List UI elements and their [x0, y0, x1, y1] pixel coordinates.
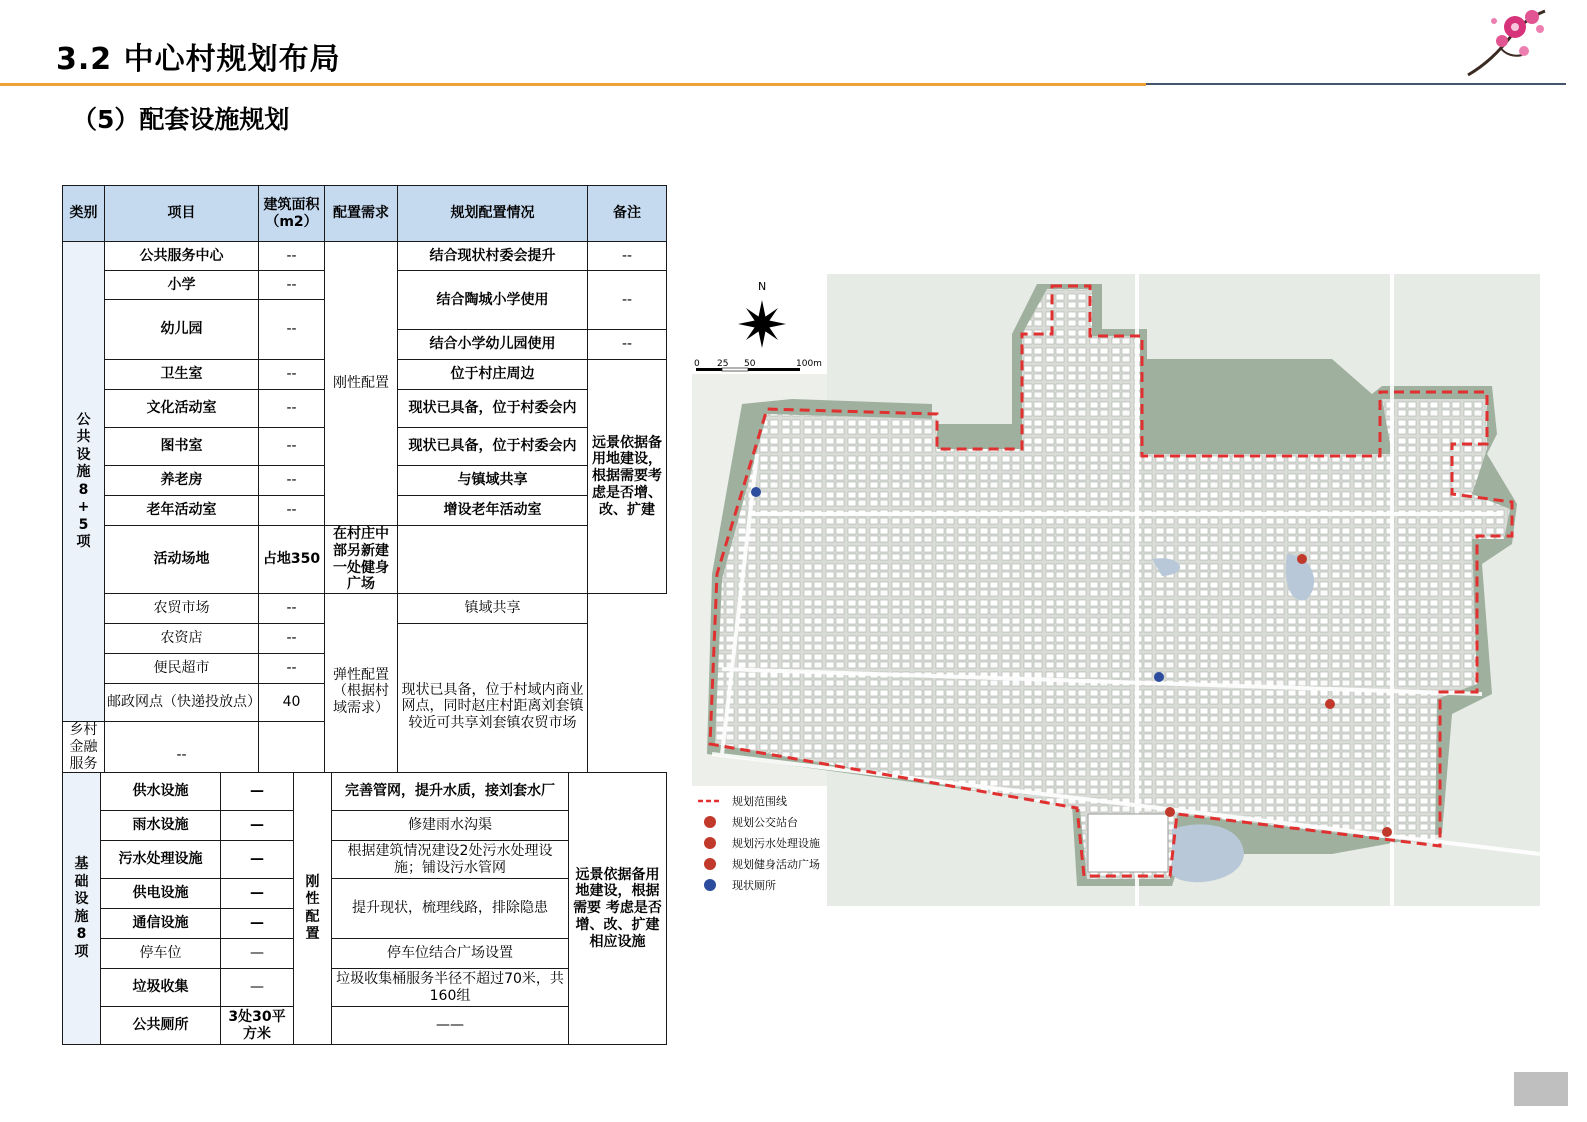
- area-cell: —: [221, 773, 294, 811]
- item-cell: 养老房: [105, 466, 259, 496]
- plan-cell: 位于村庄周边: [398, 360, 588, 390]
- item-cell: 老年活动室: [105, 496, 259, 526]
- item-cell: 农资店: [105, 624, 259, 654]
- item-cell: 供电设施: [101, 879, 221, 909]
- fitness-square-icon: [704, 858, 716, 870]
- rigid-demand-cell: 刚性配置: [325, 242, 398, 526]
- sewage-facility-marker: [1325, 699, 1335, 709]
- area-cell: --: [259, 466, 325, 496]
- header-divider-gray: [1146, 83, 1566, 85]
- header-divider-orange: [0, 83, 1146, 86]
- category-cell: [63, 773, 101, 1045]
- public-facilities-table: [62, 185, 667, 790]
- table-row: [63, 773, 667, 811]
- shared-plan-cell: 提升现状，梳理线路，排除隐患: [332, 879, 569, 939]
- plan-cell: 结合小学幼儿园使用: [398, 330, 588, 360]
- future-remark-cell: 远景依据备用地建设，根据需要考虑是否增、改、扩建: [588, 360, 667, 594]
- item-cell: 污水处理设施: [101, 841, 221, 879]
- item-cell: 供水设施: [101, 773, 221, 811]
- item-cell: 农贸市场: [105, 594, 259, 624]
- sewage-facility-icon: [704, 837, 716, 849]
- area-cell: —: [221, 939, 294, 969]
- legend-label: 规划健身活动广场: [732, 858, 820, 871]
- area-cell: --: [259, 390, 325, 428]
- remark-cell: --: [588, 330, 667, 360]
- plan-cell: 结合陶城小学使用: [398, 271, 588, 330]
- area-cell: —: [221, 811, 294, 841]
- page-title: 3.2 中心村规划布局: [56, 42, 341, 77]
- item-cell: 便民超市: [105, 654, 259, 684]
- category-label: 公共设施8+5项: [76, 411, 91, 551]
- flexible-demand-cell: 弹性配置（根据村域需求）: [325, 594, 398, 790]
- item-cell: 停车位: [101, 939, 221, 969]
- area-cell: —: [221, 879, 294, 909]
- item-cell: 垃圾收集: [101, 969, 221, 1007]
- area-cell: --: [259, 271, 325, 300]
- item-cell: 邮政网点（快递投放点）: [105, 684, 259, 722]
- fitness-square-marker: [1297, 554, 1307, 564]
- plan-cell: 结合现状村委会提升: [398, 242, 588, 271]
- factory-block: [1088, 814, 1168, 872]
- table-row: [63, 242, 667, 271]
- area-cell: 40: [259, 684, 325, 722]
- header-category: 类别: [63, 186, 105, 242]
- plan-cell: 镇域共享: [398, 594, 588, 624]
- toilet-icon: [704, 879, 716, 891]
- plan-cell: 增设老年活动室: [398, 496, 588, 526]
- scale-label-25: 25: [717, 359, 729, 369]
- area-cell: --: [259, 594, 325, 624]
- category-label: 基础设施8项: [74, 856, 89, 960]
- plum-blossom-icon: [1460, 5, 1550, 80]
- item-cell: 公共厕所: [101, 1007, 221, 1045]
- village-plan-map: [692, 274, 1540, 906]
- plan-cell: 与镇域共享: [398, 466, 588, 496]
- legend-label: 现状厕所: [732, 879, 776, 892]
- scale-label-0: 0: [694, 359, 700, 369]
- area-cell: --: [105, 722, 259, 790]
- area-cell: —: [221, 909, 294, 939]
- remark-cell: --: [588, 242, 667, 271]
- plan-cell: 现状已具备，位于村委会内: [398, 390, 588, 428]
- area-cell: —: [221, 969, 294, 1007]
- legend-label: 规划污水处理设施: [732, 837, 820, 850]
- toilet-marker: [751, 487, 761, 497]
- area-cell: 占地350: [259, 526, 325, 594]
- plan-cell: 在村庄中部另新建一处健身广场: [325, 526, 398, 594]
- area-cell: —: [221, 841, 294, 879]
- future-remark-cell: 远景依据备用地建设，根据需要 考虑是否增、改、扩建相应设施: [569, 773, 667, 1045]
- item-cell: 小学: [105, 271, 259, 300]
- plan-cell: 现状已具备，位于村委会内: [398, 428, 588, 466]
- section-subtitle: （5）配套设施规划: [72, 105, 290, 134]
- area-cell: --: [259, 496, 325, 526]
- plan-cell: 完善管网，提升水质，接刘套水厂: [332, 773, 569, 811]
- item-cell: 乡村金融服务: [63, 722, 105, 790]
- area-cell: --: [259, 428, 325, 466]
- item-cell: 通信设施: [101, 909, 221, 939]
- area-cell: --: [259, 242, 325, 271]
- toilet-marker: [1154, 672, 1164, 682]
- plan-cell: 停车位结合广场设置: [332, 939, 569, 969]
- legend-label: 规划公交站台: [732, 816, 798, 829]
- area-cell: --: [259, 624, 325, 654]
- table-row: [63, 594, 667, 624]
- category-cell: [63, 242, 105, 722]
- area-cell: --: [259, 300, 325, 360]
- plan-cell: ——: [332, 1007, 569, 1045]
- shared-plan-cell: 现状已具备，位于村域内商业网点，同时赵庄村距离刘套镇较近可共享刘套镇农贸市场: [398, 624, 588, 790]
- bus-stop-icon: [704, 816, 716, 828]
- scale-label-100m: 100m: [796, 359, 822, 369]
- bus-stop-marker: [1382, 827, 1392, 837]
- item-cell: 卫生室: [105, 360, 259, 390]
- rigid-demand-cell: [294, 773, 332, 1045]
- legend-label: 规划范围线: [732, 795, 787, 808]
- item-cell: 幼儿园: [105, 300, 259, 360]
- header-remark: 备注: [588, 186, 667, 242]
- remark-cell: --: [588, 271, 667, 330]
- table-header-row: [63, 186, 667, 242]
- plan-cell: 修建雨水沟渠: [332, 811, 569, 841]
- header-item: 项目: [105, 186, 259, 242]
- infrastructure-table: [62, 772, 667, 1045]
- north-label: N: [758, 280, 767, 293]
- header-demand: 配置需求: [325, 186, 398, 242]
- plan-cell: 根据建筑情况建设2处污水处理设施；铺设污水管网: [332, 841, 569, 879]
- item-cell: 文化活动室: [105, 390, 259, 428]
- item-cell: 活动场地: [105, 526, 259, 594]
- item-cell: 图书室: [105, 428, 259, 466]
- area-cell: --: [259, 360, 325, 390]
- scale-label-50: 50: [744, 359, 756, 369]
- area-cell: 3处30平方米: [221, 1007, 294, 1045]
- area-cell: --: [259, 654, 325, 684]
- rigid-label: 刚性配置: [305, 873, 320, 942]
- header-area: 建筑面积（m2）: [259, 186, 325, 242]
- bus-stop-marker: [1165, 807, 1175, 817]
- item-cell: 公共服务中心: [105, 242, 259, 271]
- table-row: [63, 526, 667, 594]
- header-plan: 规划配置情况: [398, 186, 588, 242]
- plan-cell: 垃圾收集桶服务半径不超过70米，共160组: [332, 969, 569, 1007]
- item-cell: 雨水设施: [101, 811, 221, 841]
- page-number-box: [1514, 1072, 1568, 1106]
